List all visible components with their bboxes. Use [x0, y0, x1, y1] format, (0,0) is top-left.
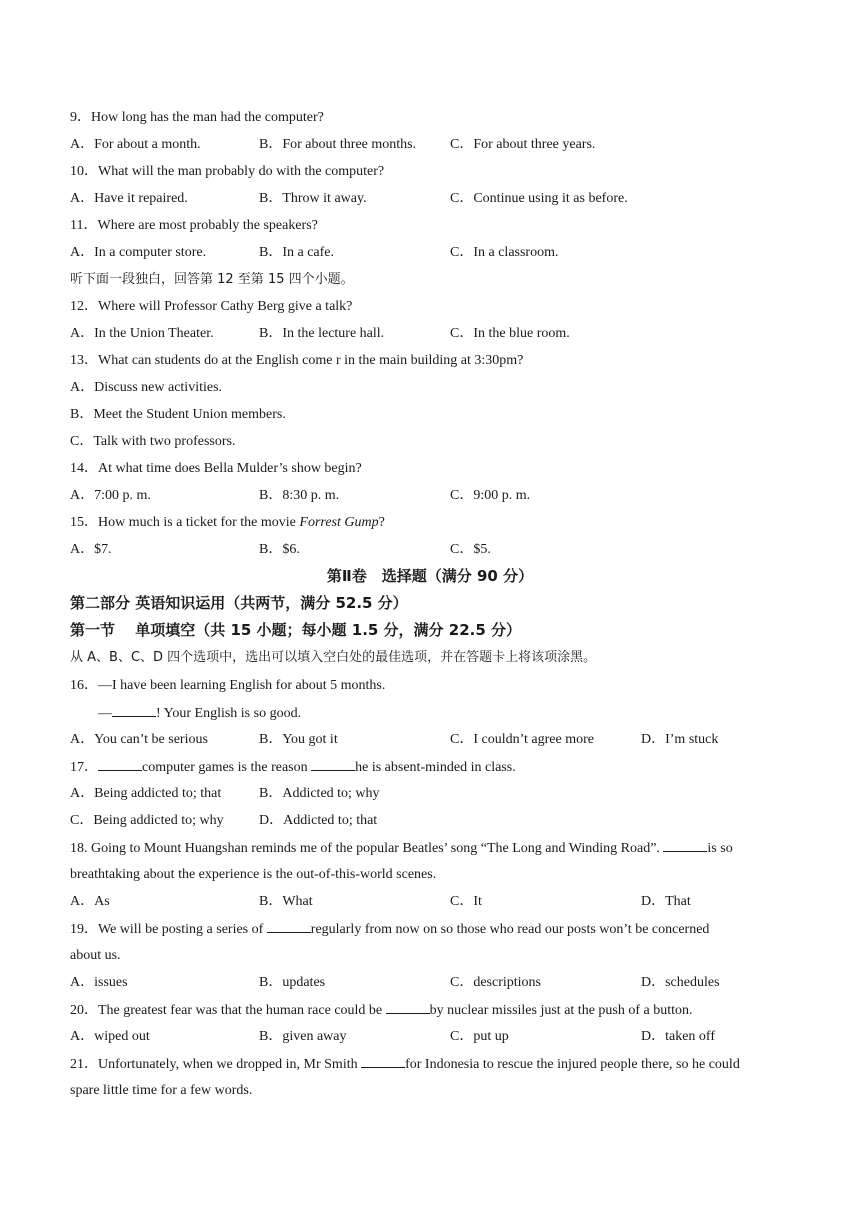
q16-option-c: C．I couldn’t agree more — [450, 732, 594, 747]
q20-option-c: C．put up — [450, 1029, 509, 1044]
section-1-instruction: 从 A、B、C、D 四个选项中，选出可以填入空白处的最佳选项，并在答题卡上将该项涂黑。 — [70, 650, 597, 665]
question-13-stem: 13．What can students do at the English come r in the main building at 3:30pm? — [70, 353, 524, 368]
question-16-line-1: 16．—I have been learning English for about 5 months. — [70, 678, 386, 693]
movie-title: Forrest Gump — [299, 515, 379, 530]
q19-option-d: D．schedules — [641, 975, 720, 990]
q18-option-c: C．It — [450, 894, 482, 909]
question-11-stem: 11．Where are most probably the speakers? — [70, 218, 318, 233]
q20-text-end: by nuclear missiles just at the push of a button. — [429, 1003, 693, 1018]
question-18-line-2: breathtaking about the experience is the out-of-this-world scenes. — [70, 867, 437, 882]
question-20-stem — [70, 1001, 693, 1020]
q19-option-a: A．issues — [70, 975, 128, 990]
q9-option-c: C．For about three years. — [450, 137, 596, 152]
q18-option-a: A．As — [70, 894, 110, 909]
q13-option-a: A．Discuss new activities. — [70, 380, 223, 395]
question-19-line-2: about us. — [70, 948, 121, 963]
q12-option-c: C．In the blue room. — [450, 326, 570, 341]
q9-option-b: B．For about three months. — [259, 137, 417, 152]
q17-option-b: B．Addicted to; why — [259, 786, 380, 801]
q18-text-end: is so — [707, 841, 733, 856]
q18-text: 18. Going to Mount Huangshan reminds me of the popular Beatles’ song “The Long and Winding Road”. — [70, 841, 664, 856]
question-17-stem — [70, 758, 516, 777]
question-14-stem: 14．At what time does Bella Mulder’s show begin? — [70, 461, 362, 476]
question-15-stem — [70, 514, 385, 532]
part-2-title: 第二部分 英语知识运用（共两节，满分 52.5 分） — [70, 594, 408, 612]
q19-text: 19．We will be posting a series of — [70, 922, 267, 937]
q11-option-c: C．In a classroom. — [450, 245, 559, 260]
answer-blank — [361, 1055, 405, 1068]
monologue-instruction: 听下面一段独白，回答第 12 至第 15 四个小题。 — [70, 272, 354, 287]
answer-blank — [112, 704, 156, 717]
q16-option-d: D．I’m stuck — [641, 732, 719, 747]
answer-blank — [98, 758, 142, 771]
volume-2-title: 第Ⅱ卷 选择题（满分 90 分） — [326, 567, 534, 585]
q14-option-b: B．8:30 p. m. — [259, 488, 340, 503]
q10-option-b: B．Throw it away. — [259, 191, 367, 206]
q15-option-b: B．$6. — [259, 542, 300, 557]
q16-reply: ! Your English is so good. — [156, 706, 302, 721]
q15-option-c: C．$5. — [450, 542, 491, 557]
q21-text: 21．Unfortunately, when we dropped in, Mr Smith — [70, 1057, 362, 1072]
q10-option-a: A．Have it repaired. — [70, 191, 188, 206]
q11-option-a: A．In a computer store. — [70, 245, 207, 260]
answer-blank — [386, 1001, 430, 1014]
q16-option-b: B．You got it — [259, 732, 338, 747]
q11-option-b: B．In a cafe. — [259, 245, 335, 260]
q12-option-a: A．In the Union Theater. — [70, 326, 214, 341]
q15-stem-end: ? — [378, 515, 385, 530]
question-12-stem: 12．Where will Professor Cathy Berg give a talk? — [70, 299, 353, 314]
answer-blank — [311, 758, 355, 771]
q15-option-a: A．$7. — [70, 542, 112, 557]
q16-dash: — — [98, 706, 112, 721]
q10-option-c: C．Continue using it as before. — [450, 191, 628, 206]
q19-option-c: C．descriptions — [450, 975, 541, 990]
q19-option-b: B．updates — [259, 975, 326, 990]
q21-text-end: for Indonesia to rescue the injured people there, so he could — [405, 1057, 740, 1072]
q18-option-b: B．What — [259, 894, 313, 909]
q18-option-d: D．That — [641, 894, 691, 909]
q17-mid: computer games is the reason — [142, 760, 312, 775]
question-19-line-1 — [70, 920, 709, 939]
q20-option-d: D．taken off — [641, 1029, 715, 1044]
q13-option-b: B．Meet the Student Union members. — [70, 407, 286, 422]
answer-blank — [267, 920, 311, 933]
q14-option-a: A．7:00 p. m. — [70, 488, 151, 503]
q16-option-a: A．You can’t be serious — [70, 732, 208, 747]
q17-number: 17． — [70, 760, 98, 775]
q15-stem-text: 15．How much is a ticket for the movie — [70, 515, 300, 530]
q19-text-end: regularly from now on so those who read our posts won’t be concerned — [310, 922, 710, 937]
q17-end: he is absent-minded in class. — [355, 760, 516, 775]
question-18-line-1 — [70, 839, 733, 858]
q20-option-a: A．wiped out — [70, 1029, 150, 1044]
question-21-line-1 — [70, 1055, 740, 1074]
q17-option-c: C．Being addicted to; why — [70, 813, 224, 828]
question-10-stem: 10．What will the man probably do with the computer? — [70, 164, 385, 179]
question-21-line-2: spare little time for a few words. — [70, 1083, 253, 1098]
question-9-stem: 9．How long has the man had the computer? — [70, 110, 324, 125]
q9-option-a: A．For about a month. — [70, 137, 201, 152]
q20-text: 20．The greatest fear was that the human race could be — [70, 1003, 386, 1018]
q12-option-b: B．In the lecture hall. — [259, 326, 385, 341]
q13-option-c: C．Talk with two professors. — [70, 434, 236, 449]
section-1-title: 第一节 单项填空（共 15 小题；每小题 1.5 分，满分 22.5 分） — [70, 621, 522, 639]
question-16-line-2 — [98, 704, 301, 723]
answer-blank — [663, 839, 707, 852]
q14-option-c: C．9:00 p. m. — [450, 488, 531, 503]
q17-option-a: A．Being addicted to; that — [70, 786, 222, 801]
q20-option-b: B．given away — [259, 1029, 347, 1044]
q17-option-d: D．Addicted to; that — [259, 813, 378, 828]
